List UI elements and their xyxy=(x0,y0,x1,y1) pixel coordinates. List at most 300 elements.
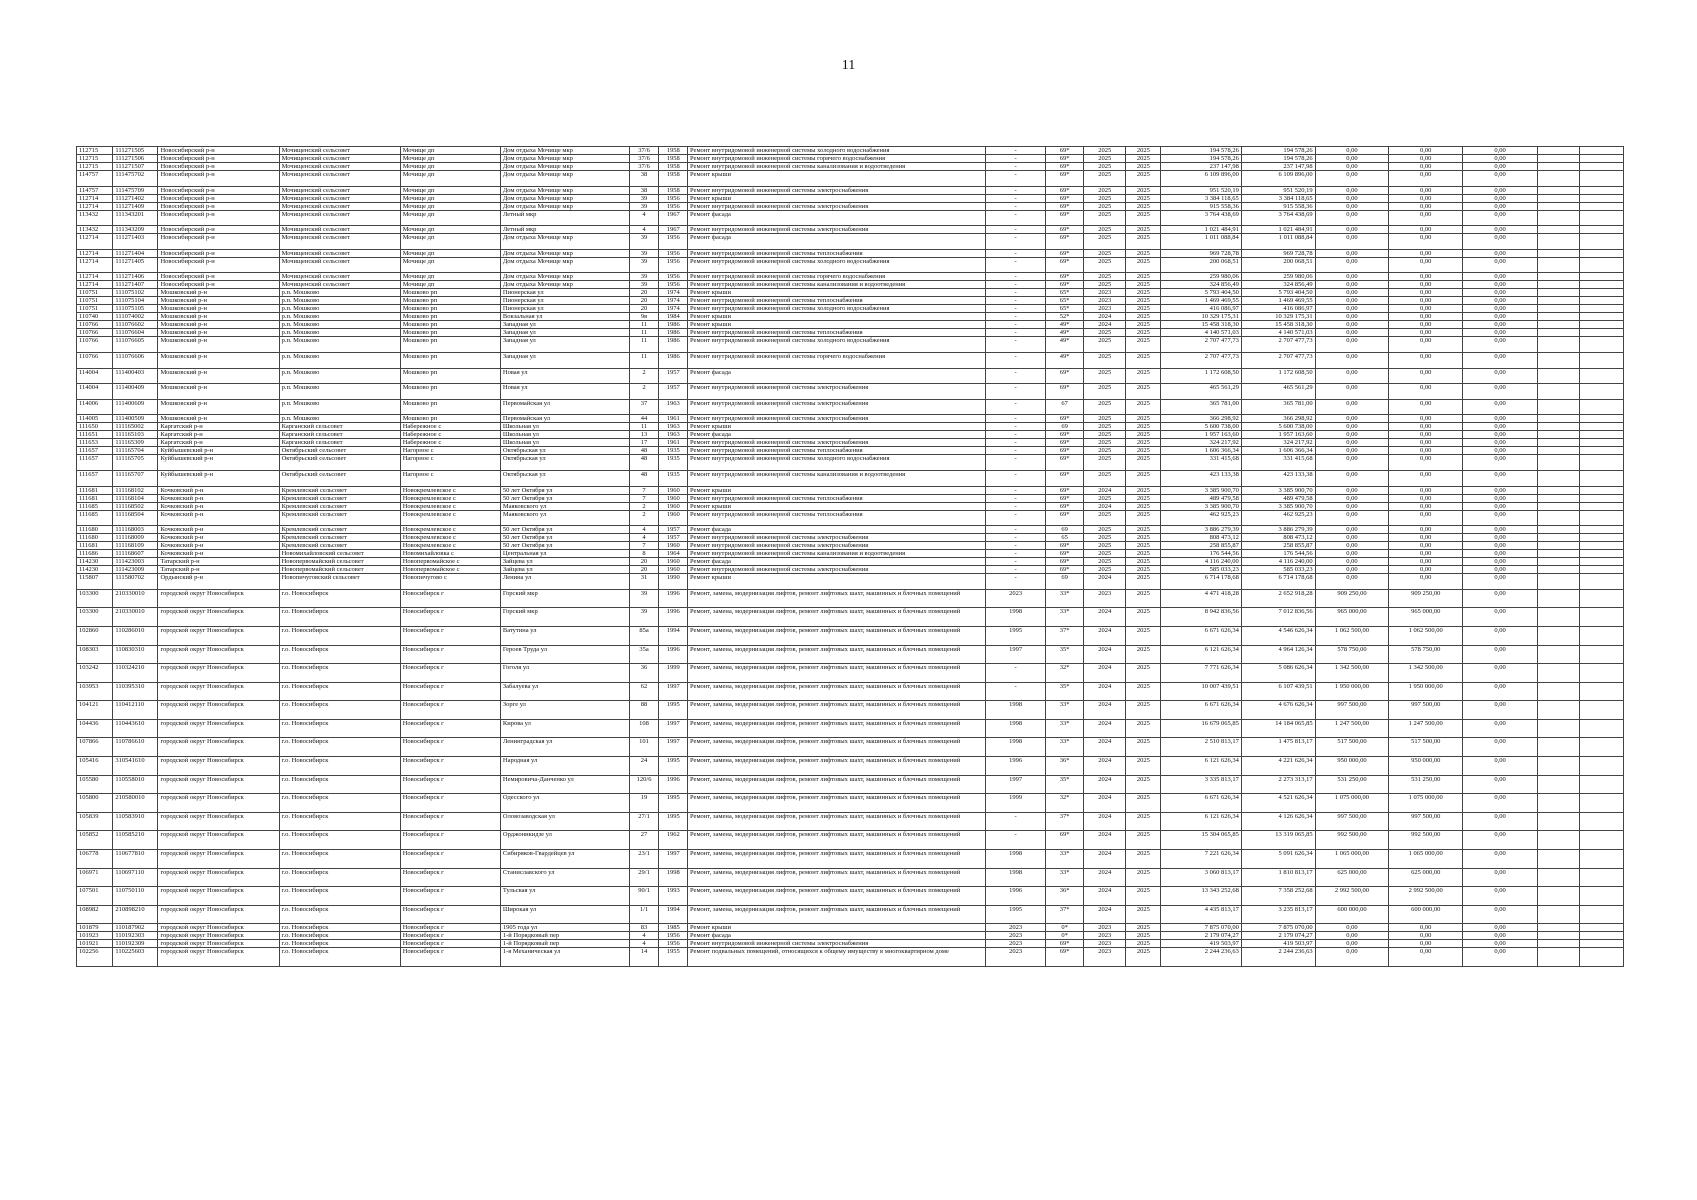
table-cell-end-year: 2025 xyxy=(1126,831,1161,850)
table-cell-cost-b: 0,00 xyxy=(1315,455,1389,471)
table-cell-cost-a: 2 707 477,73 xyxy=(1241,352,1315,368)
table-cell-extra1 xyxy=(1537,273,1579,281)
table-cell-house: 24 xyxy=(629,757,659,776)
table-cell-end-year: 2025 xyxy=(1126,794,1161,813)
table-cell-extra2 xyxy=(1579,775,1623,794)
table-cell-exp-year: - xyxy=(986,352,1045,368)
table-cell-exp-year: - xyxy=(986,257,1045,273)
table-cell-cost-b: 0,00 xyxy=(1315,337,1389,353)
table-cell-locality: Мочище дп xyxy=(400,257,500,273)
table-cell-cost-b: 0,00 xyxy=(1315,352,1389,368)
table-cell-year-built: 1956 xyxy=(659,281,688,289)
table-cell-extra1 xyxy=(1537,439,1579,447)
table-cell-code: 111076602 xyxy=(113,321,158,329)
table-cell-work-type: Ремонт внутридомовой инженерной системы электроснабжения xyxy=(688,399,986,415)
table-cell-total-cost: 4 140 571,03 xyxy=(1161,329,1241,337)
table-cell-house: 37/6 xyxy=(629,163,659,171)
table-cell-year-built: 1956 xyxy=(659,940,688,948)
table-cell-extra2 xyxy=(1579,794,1623,813)
table-cell-plan-year: 2024 xyxy=(1084,626,1126,645)
table-cell-cost-a: 5 600 738,00 xyxy=(1241,423,1315,431)
table-cell-street: Дом отдыха Мочище мкр xyxy=(500,257,629,273)
table-cell-extra1 xyxy=(1537,337,1579,353)
table-cell-cost-a: 365 781,00 xyxy=(1241,399,1315,415)
table-cell-cost-b: 0,00 xyxy=(1315,550,1389,558)
table-cell-wear: 35* xyxy=(1045,645,1084,664)
table-cell-work-type: Ремонт внутридомовой инженерной системы холодного водоснабжения xyxy=(688,147,986,155)
table-cell-cost-c: 0,00 xyxy=(1389,305,1463,313)
table-cell-house: 39 xyxy=(629,249,659,257)
table-cell-work-type: Ремонт, замена, модернизация лифтов, ремонт лифтовых шахт, машинных и блочных помещений xyxy=(688,701,986,720)
table-cell-house: 39 xyxy=(629,589,659,608)
table-cell-cost-d: 0,00 xyxy=(1463,905,1538,924)
table-cell-house: 17 xyxy=(629,439,659,447)
table-cell-cost-d: 0,00 xyxy=(1463,682,1538,701)
table-cell-exp-year: 2023 xyxy=(986,589,1045,608)
table-cell-extra2 xyxy=(1579,757,1623,776)
table-cell-extra1 xyxy=(1537,249,1579,257)
table-cell-municipality-district: Новосибирский р-н xyxy=(158,273,279,281)
table-cell-house: 29/1 xyxy=(629,868,659,887)
table-cell-wear: 33* xyxy=(1045,608,1084,627)
table-cell-plan-year: 2025 xyxy=(1084,202,1126,210)
table-cell-settlement-council: г.о. Новосибирск xyxy=(279,887,400,906)
table-cell-extra2 xyxy=(1579,940,1623,948)
table-cell-exp-year: - xyxy=(986,313,1045,321)
table-cell-year-built: 1967 xyxy=(659,226,688,234)
table-cell-extra2 xyxy=(1579,289,1623,297)
table-cell-end-year: 2025 xyxy=(1126,558,1161,566)
table-cell-cost-a: 5 086 626,34 xyxy=(1241,664,1315,683)
table-cell-street: Зорге ул xyxy=(500,701,629,720)
table-cell-settlement-council: г.о. Новосибирск xyxy=(279,757,400,776)
table-cell-plan-year: 2025 xyxy=(1084,257,1126,273)
table-cell-code: 111423009 xyxy=(113,566,158,574)
table-cell-municipality-district: городской округ Новосибирск xyxy=(158,940,279,948)
table-cell-extra2 xyxy=(1579,163,1623,171)
table-cell-municipality-district: Куйбышевский р-н xyxy=(158,470,279,486)
table-cell-id: 105839 xyxy=(77,812,113,831)
table-cell-locality: Набережное с xyxy=(400,423,500,431)
table-cell-cost-a: 4 221 626,34 xyxy=(1241,757,1315,776)
table-cell-extra1 xyxy=(1537,794,1579,813)
table-cell-work-type: Ремонт внутридомовой инженерной системы холодного водоснабжения xyxy=(688,305,986,313)
table-cell-street: Тульская ул xyxy=(500,887,629,906)
table-cell-code: 111168607 xyxy=(113,550,158,558)
table-cell-extra2 xyxy=(1579,423,1623,431)
table-cell-municipality-district: городской округ Новосибирск xyxy=(158,626,279,645)
table-cell-extra1 xyxy=(1537,812,1579,831)
table-cell-extra1 xyxy=(1537,470,1579,486)
table-cell-code: 110830310 xyxy=(113,645,158,664)
table-cell-municipality-district: Каргатский р-н xyxy=(158,423,279,431)
table-cell-plan-year: 2024 xyxy=(1084,701,1126,720)
capital-repair-table xyxy=(76,146,1624,967)
table-cell-code: 111400409 xyxy=(113,384,158,400)
table-cell-municipality-district: Новосибирский р-н xyxy=(158,257,279,273)
table-cell-wear: 69* xyxy=(1045,486,1084,494)
table-cell-locality: Мочище дп xyxy=(400,147,500,155)
table-row xyxy=(77,645,1624,664)
table-cell-end-year: 2025 xyxy=(1126,297,1161,305)
table-cell-settlement-council: Мочищенский сельсовет xyxy=(279,210,400,226)
table-cell-id: 111685 xyxy=(77,510,113,526)
table-cell-municipality-district: Куйбышевский р-н xyxy=(158,455,279,471)
table-cell-extra2 xyxy=(1579,701,1623,720)
table-cell-end-year: 2025 xyxy=(1126,608,1161,627)
table-row xyxy=(77,887,1624,906)
table-cell-cost-d: 0,00 xyxy=(1463,948,1538,967)
table-cell-id: 101879 xyxy=(77,924,113,932)
table-cell-municipality-district: Новосибирский р-н xyxy=(158,202,279,210)
table-cell-work-type: Ремонт внутридомовой инженерной системы электроснабжения xyxy=(688,202,986,210)
table-cell-cost-c: 0,00 xyxy=(1389,431,1463,439)
table-cell-exp-year: 1999 xyxy=(986,794,1045,813)
table-cell-end-year: 2025 xyxy=(1126,932,1161,940)
table-cell-municipality-district: Новосибирский р-н xyxy=(158,194,279,202)
table-cell-year-built: 1961 xyxy=(659,415,688,423)
table-cell-extra2 xyxy=(1579,566,1623,574)
table-cell-cost-d: 0,00 xyxy=(1463,486,1538,494)
table-cell-year-built: 1996 xyxy=(659,645,688,664)
table-cell-extra1 xyxy=(1537,574,1579,590)
table-cell-cost-c: 0,00 xyxy=(1389,352,1463,368)
table-cell-extra1 xyxy=(1537,526,1579,534)
table-cell-municipality-district: Кочковский р-н xyxy=(158,526,279,534)
table-cell-cost-d: 0,00 xyxy=(1463,384,1538,400)
table-cell-cost-b: 0,00 xyxy=(1315,329,1389,337)
table-cell-locality: Мочище дп xyxy=(400,210,500,226)
table-cell-exp-year: - xyxy=(986,494,1045,502)
table-cell-locality: Мошково рп xyxy=(400,399,500,415)
table-cell-plan-year: 2025 xyxy=(1084,249,1126,257)
table-cell-code: 111168104 xyxy=(113,494,158,502)
table-cell-year-built: 1958 xyxy=(659,155,688,163)
table-cell-settlement-council: г.о. Новосибирск xyxy=(279,701,400,720)
table-cell-locality: Мошково рп xyxy=(400,305,500,313)
table-row xyxy=(77,626,1624,645)
table-cell-settlement-council: Мочищенский сельсовет xyxy=(279,147,400,155)
table-cell-wear: 69* xyxy=(1045,226,1084,234)
table-cell-cost-b: 0,00 xyxy=(1315,924,1389,932)
table-cell-cost-d: 0,00 xyxy=(1463,352,1538,368)
table-cell-extra2 xyxy=(1579,321,1623,329)
table-cell-work-type: Ремонт, замена, модернизация лифтов, ремонт лифтовых шахт, машинных и блочных помещений xyxy=(688,719,986,738)
table-cell-street: Новая ул xyxy=(500,368,629,384)
table-cell-total-cost: 1 606 366,34 xyxy=(1161,447,1241,455)
table-cell-cost-a: 3 235 813,17 xyxy=(1241,905,1315,924)
table-row xyxy=(77,313,1624,321)
table-cell-total-cost: 3 764 438,69 xyxy=(1161,210,1241,226)
table-cell-year-built: 1956 xyxy=(659,257,688,273)
page-number: 11 xyxy=(841,58,856,73)
table-cell-end-year: 2025 xyxy=(1126,868,1161,887)
table-cell-cost-c: 1 950 000,00 xyxy=(1389,682,1463,701)
table-cell-cost-d: 0,00 xyxy=(1463,423,1538,431)
table-cell-year-built: 1957 xyxy=(659,534,688,542)
table-cell-exp-year: - xyxy=(986,550,1045,558)
table-row xyxy=(77,249,1624,257)
table-cell-settlement-council: р.п. Мошково xyxy=(279,305,400,313)
table-cell-total-cost: 1 172 608,50 xyxy=(1161,368,1241,384)
table-cell-exp-year: 1998 xyxy=(986,719,1045,738)
table-cell-plan-year: 2024 xyxy=(1084,719,1126,738)
table-cell-total-cost: 200 068,51 xyxy=(1161,257,1241,273)
table-cell-work-type: Ремонт внутридомовой инженерной системы теплоснабжения xyxy=(688,510,986,526)
table-cell-end-year: 2025 xyxy=(1126,368,1161,384)
table-cell-total-cost: 969 728,78 xyxy=(1161,249,1241,257)
table-row xyxy=(77,558,1624,566)
table-cell-cost-d: 0,00 xyxy=(1463,337,1538,353)
table-cell-year-built: 1995 xyxy=(659,701,688,720)
table-cell-cost-b: 0,00 xyxy=(1315,502,1389,510)
table-cell-work-type: Ремонт, замена, модернизация лифтов, ремонт лифтовых шахт, машинных и блочных помещений xyxy=(688,868,986,887)
table-cell-end-year: 2025 xyxy=(1126,163,1161,171)
table-cell-cost-a: 331 415,68 xyxy=(1241,455,1315,471)
table-cell-end-year: 2025 xyxy=(1126,701,1161,720)
table-cell-year-built: 1998 xyxy=(659,868,688,887)
table-cell-house: 4 xyxy=(629,210,659,226)
table-cell-extra2 xyxy=(1579,831,1623,850)
table-cell-extra1 xyxy=(1537,868,1579,887)
table-cell-plan-year: 2025 xyxy=(1084,447,1126,455)
table-row xyxy=(77,384,1624,400)
table-cell-extra2 xyxy=(1579,738,1623,757)
table-cell-street: 50 лет Октября ул xyxy=(500,526,629,534)
table-cell-cost-a: 951 520,19 xyxy=(1241,186,1315,194)
table-cell-plan-year: 2025 xyxy=(1084,566,1126,574)
table-row xyxy=(77,940,1624,948)
table-cell-plan-year: 2025 xyxy=(1084,194,1126,202)
table-cell-work-type: Ремонт внутридомовой инженерной системы канализования и водоотведения xyxy=(688,163,986,171)
table-cell-house: 7 xyxy=(629,494,659,502)
table-cell-total-cost: 1 957 163,60 xyxy=(1161,431,1241,439)
table-cell-id: 110766 xyxy=(77,352,113,368)
table-cell-wear: 0* xyxy=(1045,924,1084,932)
table-cell-wear: 69* xyxy=(1045,147,1084,155)
table-cell-cost-a: 4 676 626,34 xyxy=(1241,701,1315,720)
table-cell-id: 102860 xyxy=(77,626,113,645)
table-cell-cost-d: 0,00 xyxy=(1463,163,1538,171)
table-cell-exp-year: - xyxy=(986,384,1045,400)
table-cell-cost-b: 0,00 xyxy=(1315,249,1389,257)
table-cell-extra1 xyxy=(1537,550,1579,558)
table-cell-cost-a: 2 179 074,27 xyxy=(1241,932,1315,940)
table-cell-wear: 69* xyxy=(1045,234,1084,250)
table-cell-settlement-council: Мочищенский сельсовет xyxy=(279,249,400,257)
table-cell-street: Маяковского ул xyxy=(500,510,629,526)
table-cell-end-year: 2025 xyxy=(1126,757,1161,776)
table-cell-extra1 xyxy=(1537,257,1579,273)
table-cell-end-year: 2025 xyxy=(1126,289,1161,297)
table-cell-municipality-district: Новосибирский р-н xyxy=(158,186,279,194)
table-cell-id: 114006 xyxy=(77,399,113,415)
table-cell-locality: Новосибирск г xyxy=(400,794,500,813)
table-cell-extra1 xyxy=(1537,352,1579,368)
table-cell-exp-year: 2023 xyxy=(986,940,1045,948)
table-cell-code: 210580010 xyxy=(113,794,158,813)
table-cell-wear: 0* xyxy=(1045,932,1084,940)
table-cell-end-year: 2025 xyxy=(1126,313,1161,321)
table-cell-plan-year: 2025 xyxy=(1084,542,1126,550)
table-cell-work-type: Ремонт внутридомовой инженерной системы электроснабжения xyxy=(688,542,986,550)
table-cell-id: 107501 xyxy=(77,887,113,906)
table-cell-settlement-council: г.о. Новосибирск xyxy=(279,850,400,869)
table-cell-settlement-council: Кремлевский сельсовет xyxy=(279,534,400,542)
table-cell-cost-c: 0,00 xyxy=(1389,948,1463,967)
table-cell-cost-a: 585 033,23 xyxy=(1241,566,1315,574)
table-cell-cost-a: 324 217,92 xyxy=(1241,439,1315,447)
table-cell-plan-year: 2023 xyxy=(1084,940,1126,948)
table-cell-cost-b: 0,00 xyxy=(1315,226,1389,234)
table-cell-exp-year: - xyxy=(986,297,1045,305)
table-cell-work-type: Ремонт внутридомовой инженерной системы электроснабжения xyxy=(688,226,986,234)
table-cell-cost-a: 194 578,26 xyxy=(1241,155,1315,163)
table-cell-end-year: 2025 xyxy=(1126,329,1161,337)
table-cell-work-type: Ремонт крыши xyxy=(688,574,986,590)
table-cell-municipality-district: Мошковский р-н xyxy=(158,384,279,400)
table-cell-plan-year: 2024 xyxy=(1084,738,1126,757)
table-cell-end-year: 2025 xyxy=(1126,155,1161,163)
table-cell-settlement-council: Новопервомайский сельсовет xyxy=(279,558,400,566)
table-cell-code: 110583910 xyxy=(113,812,158,831)
table-cell-cost-a: 7 358 252,68 xyxy=(1241,887,1315,906)
table-cell-house: 101 xyxy=(629,738,659,757)
table-cell-plan-year: 2023 xyxy=(1084,948,1126,967)
table-cell-code: 111271507 xyxy=(113,163,158,171)
table-row xyxy=(77,757,1624,776)
table-cell-extra1 xyxy=(1537,940,1579,948)
table-cell-total-cost: 6 121 626,34 xyxy=(1161,757,1241,776)
table-cell-street: Дом отдыха Мочище мкр xyxy=(500,147,629,155)
table-cell-cost-d: 0,00 xyxy=(1463,494,1538,502)
table-cell-total-cost: 4 435 813,17 xyxy=(1161,905,1241,924)
table-cell-locality: Новокремлевское с xyxy=(400,486,500,494)
table-cell-total-cost: 10 007 439,51 xyxy=(1161,682,1241,701)
table-cell-id: 112714 xyxy=(77,257,113,273)
table-cell-work-type: Ремонт крыши xyxy=(688,924,986,932)
table-row xyxy=(77,329,1624,337)
table-cell-locality: Нагорное с xyxy=(400,455,500,471)
table-cell-cost-a: 3 385 900,70 xyxy=(1241,502,1315,510)
table-cell-code: 110786610 xyxy=(113,738,158,757)
table-cell-work-type: Ремонт, замена, модернизация лифтов, ремонт лифтовых шахт, машинных и блочных помещений xyxy=(688,664,986,683)
table-cell-locality: Мошково рп xyxy=(400,321,500,329)
table-cell-extra1 xyxy=(1537,738,1579,757)
table-cell-house: 88 xyxy=(629,701,659,720)
table-cell-settlement-council: р.п. Мошково xyxy=(279,337,400,353)
table-cell-id: 112715 xyxy=(77,147,113,155)
table-cell-plan-year: 2025 xyxy=(1084,558,1126,566)
table-cell-cost-a: 1 172 608,50 xyxy=(1241,368,1315,384)
table-cell-plan-year: 2024 xyxy=(1084,850,1126,869)
table-cell-id: 105416 xyxy=(77,757,113,776)
table-cell-code: 111168102 xyxy=(113,486,158,494)
table-cell-code: 111075104 xyxy=(113,297,158,305)
table-body xyxy=(77,147,1624,967)
table-cell-plan-year: 2025 xyxy=(1084,226,1126,234)
table-cell-wear: 69* xyxy=(1045,210,1084,226)
table-cell-end-year: 2025 xyxy=(1126,719,1161,738)
table-cell-cost-c: 0,00 xyxy=(1389,542,1463,550)
table-cell-settlement-council: г.о. Новосибирск xyxy=(279,589,400,608)
table-cell-extra2 xyxy=(1579,234,1623,250)
table-cell-settlement-council: г.о. Новосибирск xyxy=(279,608,400,627)
table-cell-house: 44 xyxy=(629,415,659,423)
table-row xyxy=(77,447,1624,455)
table-cell-year-built: 1995 xyxy=(659,757,688,776)
table-cell-plan-year: 2025 xyxy=(1084,368,1126,384)
table-cell-cost-b: 992 500,00 xyxy=(1315,831,1389,850)
table-row xyxy=(77,775,1624,794)
table-cell-street: Школьная ул xyxy=(500,431,629,439)
table-cell-code: 111168003 xyxy=(113,526,158,534)
table-cell-work-type: Ремонт внутридомовой инженерной системы электроснабжения xyxy=(688,439,986,447)
table-cell-cost-a: 5 091 626,34 xyxy=(1241,850,1315,869)
table-cell-end-year: 2025 xyxy=(1126,812,1161,831)
table-cell-extra2 xyxy=(1579,147,1623,155)
table-cell-wear: 69* xyxy=(1045,171,1084,187)
table-cell-wear: 69 xyxy=(1045,423,1084,431)
table-cell-extra2 xyxy=(1579,502,1623,510)
table-cell-street: Пионерская ул xyxy=(500,289,629,297)
table-cell-wear: 33* xyxy=(1045,868,1084,887)
table-cell-settlement-council: Мочищенский сельсовет xyxy=(279,194,400,202)
table-cell-id: 113432 xyxy=(77,210,113,226)
table-cell-wear: 33* xyxy=(1045,701,1084,720)
table-cell-settlement-council: Кремлевский сельсовет xyxy=(279,486,400,494)
table-cell-house: 20 xyxy=(629,566,659,574)
table-cell-year-built: 1974 xyxy=(659,297,688,305)
table-cell-extra2 xyxy=(1579,329,1623,337)
table-cell-cost-a: 1 957 163,60 xyxy=(1241,431,1315,439)
table-cell-settlement-council: г.о. Новосибирск xyxy=(279,775,400,794)
table-cell-cost-a: 416 086,97 xyxy=(1241,305,1315,313)
table-cell-total-cost: 2 707 477,73 xyxy=(1161,352,1241,368)
table-cell-extra1 xyxy=(1537,542,1579,550)
table-cell-locality: Новосибирск г xyxy=(400,645,500,664)
table-row xyxy=(77,701,1624,720)
table-cell-extra1 xyxy=(1537,558,1579,566)
table-cell-municipality-district: городской округ Новосибирск xyxy=(158,948,279,967)
table-cell-extra1 xyxy=(1537,423,1579,431)
table-cell-house: 2 xyxy=(629,368,659,384)
table-cell-extra1 xyxy=(1537,645,1579,664)
table-cell-cost-d: 0,00 xyxy=(1463,399,1538,415)
table-cell-year-built: 1967 xyxy=(659,210,688,226)
table-cell-end-year: 2025 xyxy=(1126,234,1161,250)
table-cell-id: 108982 xyxy=(77,905,113,924)
table-cell-code: 111165309 xyxy=(113,439,158,447)
table-cell-exp-year: - xyxy=(986,321,1045,329)
table-cell-year-built: 1996 xyxy=(659,775,688,794)
table-cell-cost-b: 0,00 xyxy=(1315,257,1389,273)
table-cell-code: 111400509 xyxy=(113,415,158,423)
table-cell-wear: 69 xyxy=(1045,574,1084,590)
table-cell-year-built: 1990 xyxy=(659,574,688,590)
table-cell-extra2 xyxy=(1579,455,1623,471)
table-cell-work-type: Ремонт внутридомовой инженерной системы теплоснабжения xyxy=(688,329,986,337)
table-cell-exp-year: - xyxy=(986,210,1045,226)
table-cell-cost-d: 0,00 xyxy=(1463,329,1538,337)
table-cell-extra2 xyxy=(1579,249,1623,257)
table-cell-exp-year: - xyxy=(986,249,1045,257)
table-cell-exp-year: 1995 xyxy=(986,626,1045,645)
table-cell-locality: Мочище дп xyxy=(400,186,500,194)
table-cell-exp-year: - xyxy=(986,147,1045,155)
table-cell-cost-a: 6 107 439,51 xyxy=(1241,682,1315,701)
table-cell-plan-year: 2024 xyxy=(1084,868,1126,887)
